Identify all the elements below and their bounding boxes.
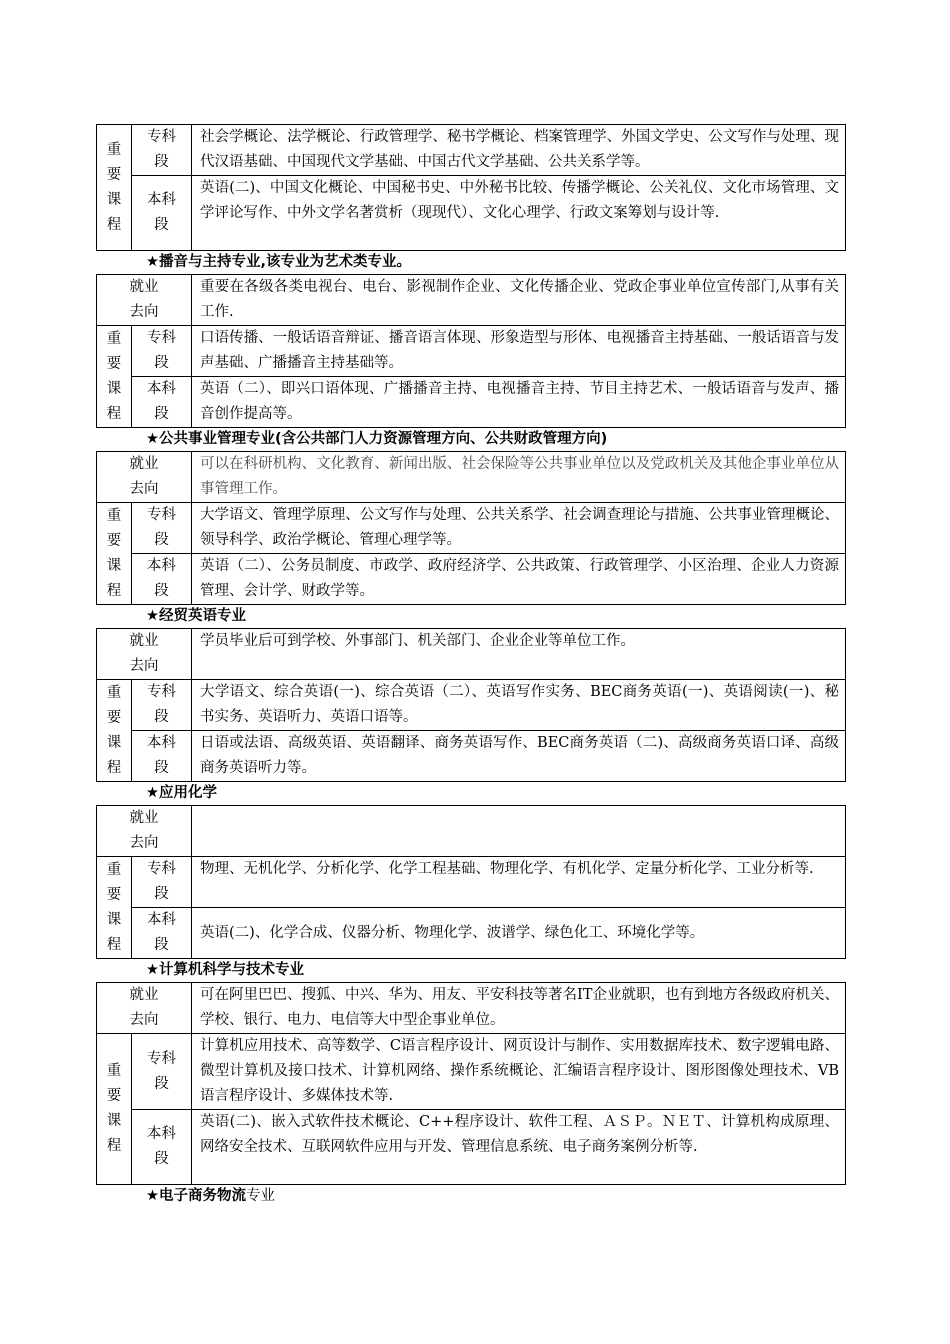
career-text: 重要在各级各类电视台、电台、影视制作企业、文化传播企业、党政企事业单位宣传部门,从事有关工作. xyxy=(192,275,846,326)
important-courses-label: 重 要 课 程 xyxy=(97,1034,132,1185)
zhuanke-courses: 社会学概论、法学概论、行政管理学、秘书学概论、档案管理学、外国文学史、公文写作与处理、现代汉语基础、中国现代文学基础、中国古代文学基础、公共关系学等。 xyxy=(192,125,846,176)
benke-label: 本科 段 xyxy=(132,908,192,959)
benke-courses: 英语(二)、化学合成、仪器分析、物理化学、波谱学、绿色化工、环境化学等。 xyxy=(192,908,846,959)
document-page xyxy=(96,124,846,1208)
career-text: 可以在科研机构、文化教育、新闻出版、社会保险等公共事业单位以及党政机关及其他企事业单位从事管理工作。 xyxy=(192,452,846,503)
benke-label: 本科 段 xyxy=(132,731,192,782)
zhuanke-courses: 物理、无机化学、分析化学、化学工程基础、物理化学、有机化学、定量分析化学、工业分析等. xyxy=(192,857,846,908)
important-courses-label: 重 要 课 程 xyxy=(97,857,132,959)
zhuanke-courses: 口语传播、一般话语音辩证、播音语言体现、形象造型与形体、电视播音主持基础、一般话语音与发声基础、广播播音主持基础等。 xyxy=(192,326,846,377)
section-heading: ★经贸英语专业 xyxy=(146,608,246,624)
course-table-s0 xyxy=(96,124,846,251)
zhuanke-label: 专科 段 xyxy=(132,857,192,908)
benke-courses: 日语或法语、高级英语、英语翻译、商务英语写作、BEC商务英语（二)、高级商务英语口译、高级商务英语听力等。 xyxy=(192,731,846,782)
career-label: 就业 去向 xyxy=(97,629,192,680)
benke-courses: 英语（二）、即兴口语体现、广播播音主持、电视播音主持、节目主持艺术、一般话语音与发声、播音创作提高等。 xyxy=(192,377,846,428)
course-table-s3 xyxy=(96,628,846,782)
zhuanke-courses: 计算机应用技术、高等数学、C语言程序设计、网页设计与制作、实用数据库技术、数字逻辑电路、微型计算机及接口技术、计算机网络、操作系统概论、汇编语言程序设计、图形图像处理技术、VB语言程序设计、多媒体技术等. xyxy=(192,1034,846,1110)
career-text: 可在阿里巴巴、搜狐、中兴、华为、用友、平安科技等著名IT企业就职，也有到地方各级政府机关、学校、银行、电力、电信等大中型企事业单位。 xyxy=(192,983,846,1034)
heading-bold-part: ★电子商务物流 xyxy=(146,1188,246,1204)
career-text: 学员毕业后可到学校、外事部门、机关部门、企业企业等单位工作。 xyxy=(192,629,846,680)
important-courses-label: 重 要 课 程 xyxy=(97,125,132,251)
section-heading: ★公共事业管理专业(含公共部门人力资源管理方向、公共财政管理方向) xyxy=(146,431,608,447)
zhuanke-courses: 大学语文、综合英语(一)、综合英语（二）、英语写作实务、BEC商务英语(一)、英语阅读(一)、秘书实务、英语听力、英语口语等。 xyxy=(192,680,846,731)
career-label: 就业 去向 xyxy=(97,806,192,857)
career-label: 就业 去向 xyxy=(97,983,192,1034)
section-heading: ★应用化学 xyxy=(146,785,217,801)
benke-label: 本科 段 xyxy=(132,377,192,428)
important-courses-label: 重 要 课 程 xyxy=(97,503,132,605)
course-table-s2 xyxy=(96,451,846,605)
important-courses-label: 重 要 课 程 xyxy=(97,680,132,782)
important-courses-label: 重 要 课 程 xyxy=(97,326,132,428)
benke-courses: 英语(二)、嵌入式软件技术概论、C++程序设计、软件工程、ＡＳＰ。ＮＥＴ、计算机构成原理、网络安全技术、互联网软件应用与开发、管理信息系统、电子商务案例分析等. xyxy=(192,1110,846,1185)
section-heading: ★计算机科学与技术专业 xyxy=(146,962,304,978)
zhuanke-courses: 大学语文、管理学原理、公文写作与处理、公共关系学、社会调查理论与措施、公共事业管理概论、领导科学、政治学概论、管理心理学等。 xyxy=(192,503,846,554)
benke-label: 本科 段 xyxy=(132,1110,192,1185)
section-heading: ★播音与主持专业,该专业为艺术类专业。 xyxy=(146,254,412,270)
career-label: 就业 去向 xyxy=(97,452,192,503)
zhuanke-label: 专科 段 xyxy=(132,680,192,731)
course-table-s1 xyxy=(96,274,846,428)
course-table-s5 xyxy=(96,982,846,1185)
benke-label: 本科 段 xyxy=(132,554,192,605)
course-table-s4 xyxy=(96,805,846,959)
section-heading-ecommerce-logistics xyxy=(96,1185,846,1208)
benke-courses: 英语(二)、中国文化概论、中国秘书史、中外秘书比较、传播学概论、公关礼仪、文化市场管理、文学评论写作、中外文学名著赏析（现现代）、文化心理学、行政文案筹划与设计等. xyxy=(192,176,846,251)
benke-label: 本科 段 xyxy=(132,176,192,251)
zhuanke-label: 专科 段 xyxy=(132,1034,192,1110)
career-label: 就业 去向 xyxy=(97,275,192,326)
heading-plain-part: 专业 xyxy=(246,1188,275,1204)
zhuanke-label: 专科 段 xyxy=(132,503,192,554)
zhuanke-label: 专科 段 xyxy=(132,125,192,176)
career-text xyxy=(192,806,846,857)
zhuanke-label: 专科 段 xyxy=(132,326,192,377)
benke-courses: 英语（二）、公务员制度、市政学、政府经济学、公共政策、行政管理学、小区治理、企业人力资源管理、会计学、财政学等。 xyxy=(192,554,846,605)
